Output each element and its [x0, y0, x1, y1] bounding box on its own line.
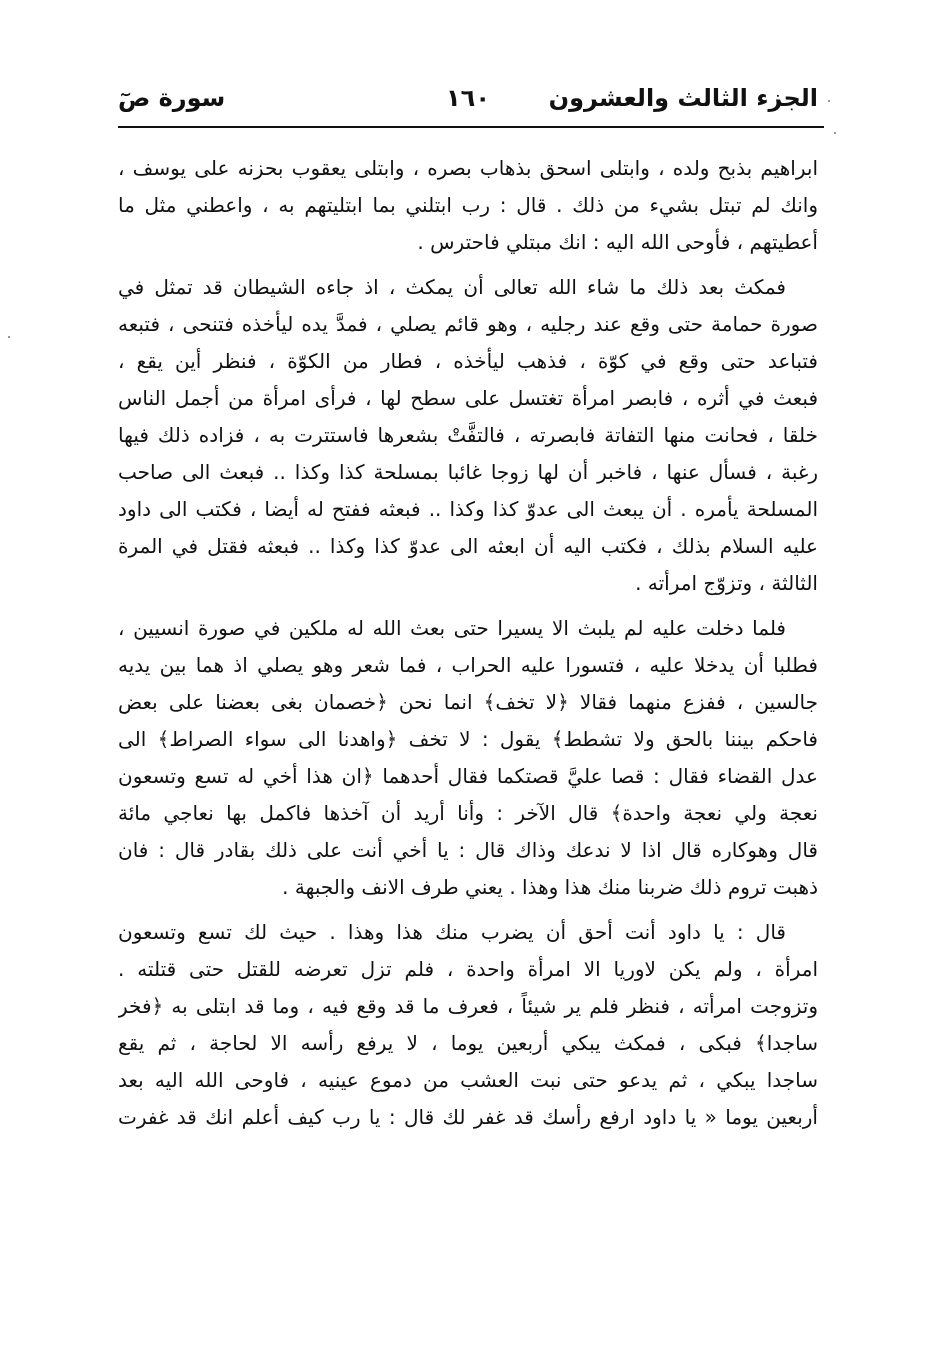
text-line: قال : يا داود أنت أحق أن يضرب منك هذا وهذا . حيث لك تسع وتسعون — [118, 920, 786, 944]
text-line: وتزوجت امرأته ، فنظر فلم ير شيئاً ، فعرف ما قد وقع فيه ، وما قد ابتلى به ﴿فخر — [118, 994, 818, 1018]
page-number: ١٦٠ — [446, 84, 490, 112]
text-line: قال وهوكاره قال اذا لا ندعك وذاك قال : يا أخي أنت على ذلك بقادر قال : فان — [118, 838, 818, 862]
text-line: جالسين ، ففزع منهما فقالا ﴿لا تخف﴾ انما نحن ﴿خصمان بغى بعضنا على بعض — [118, 690, 818, 714]
text-line: أعطيتهم ، فأوحى الله اليه : انك مبتلي فاحترس . — [417, 230, 818, 254]
page-header — [118, 78, 818, 118]
text-line: ذهبت تروم ذلك ضربنا منك هذا وهذا . يعني طرف الانف والجبهة . — [282, 875, 818, 899]
text-line: صورة حمامة حتى وقع عند رجليه ، وهو قائم يصلي ، فمدَّ يده ليأخذه فتنحى ، فتبعه — [118, 312, 818, 336]
text-line: فبعث في أثره ، فابصر امرأة تغتسل على سطح لها ، فرأى امرأة من أجمل الناس — [118, 386, 818, 410]
text-line: الثالثة ، وتزوّج امرأته . — [635, 571, 818, 595]
text-line: فمكث بعد ذلك ما شاء الله تعالى أن يمكث ، اذ جاءه الشيطان قد تمثل في — [118, 275, 786, 299]
surah-title: سورة صٓ — [118, 84, 226, 112]
text-line: نعجة ولي نعجة واحدة﴾ قال الآخر : وأنا أريد أن آخذها فاكمل بها نعاجي مائة — [118, 801, 818, 825]
text-line: رغبة ، فسأل عنها ، فاخبر أن لها زوجا غائبا بمسلحة كذا وكذا .. فبعث الى صاحب — [118, 460, 818, 484]
text-line: ابراهيم بذبح ولده ، وابتلى اسحق بذهاب بصره ، وابتلى يعقوب بحزنه على يوسف ، — [118, 156, 818, 180]
text-line: فطلبا أن يدخلا عليه ، فتسورا عليه الحراب ، فما شعر وهو يصلي اذ هما بين يديه — [118, 653, 818, 677]
scan-speck — [828, 100, 830, 102]
scan-speck — [8, 336, 10, 338]
body-text — [118, 150, 818, 1136]
text-line: أربعين يوما « يا داود ارفع رأسك قد غفر لك قال : يا رب كيف أعلم انك قد غفرت — [118, 1105, 818, 1129]
text-line: وانك لم تبتل بشيء من ذلك . قال : رب ابتلني بما ابتليتهم به ، واعطني مثل ما — [118, 193, 818, 217]
text-line: خلقا ، فحانت منها التفاتة فابصرته ، فالتفَّتْ بشعرها فاستترت به ، فزاده ذلك فيها — [118, 423, 818, 447]
text-line: فلما دخلت عليه لم يلبث الا يسيرا حتى بعث الله له ملكين في صورة انسيين ، — [118, 616, 786, 640]
text-line: المسلحة يأمره . أن يبعث الى عدوّ كذا وكذا .. فبعثه ففتح له أيضا ، فكتب الى داود — [118, 497, 818, 521]
part-title: الجزء الثالث والعشرون — [548, 84, 818, 112]
text-line: فتباعد حتى وقع في كوّة ، فذهب ليأخذه ، فطار من الكوّة ، فنظر أين يقع ، — [118, 349, 818, 373]
text-line: فاحكم بيننا بالحق ولا تشطط﴾ يقول : لا تخف ﴿واهدنا الى سواء الصراط﴾ الى — [118, 727, 818, 751]
text-line: ساجدا﴾ فبكى ، فمكث يبكي أربعين يوما ، لا يرفع رأسه الا لحاجة ، ثم يقع — [118, 1031, 818, 1055]
scan-speck — [834, 132, 836, 134]
text-line: ساجدا يبكي ، ثم يدعو حتى نبت العشب من دموع عينيه ، فاوحى الله اليه بعد — [118, 1068, 818, 1092]
text-line: عدل القضاء فقال : قصا عليَّ قصتكما فقال أحدهما ﴿ان هذا أخي له تسع وتسعون — [118, 764, 818, 788]
text-line: عليه السلام بذلك ، فكتب اليه أن ابعثه الى عدوّ كذا وكذا .. فبعثه فقتل في المرة — [118, 534, 818, 558]
header-divider — [118, 126, 824, 128]
text-line: امرأة ، ولم يكن لاوريا الا امرأة واحدة ، فلم تزل تعرضه للقتل حتى قتلته . — [118, 957, 818, 981]
